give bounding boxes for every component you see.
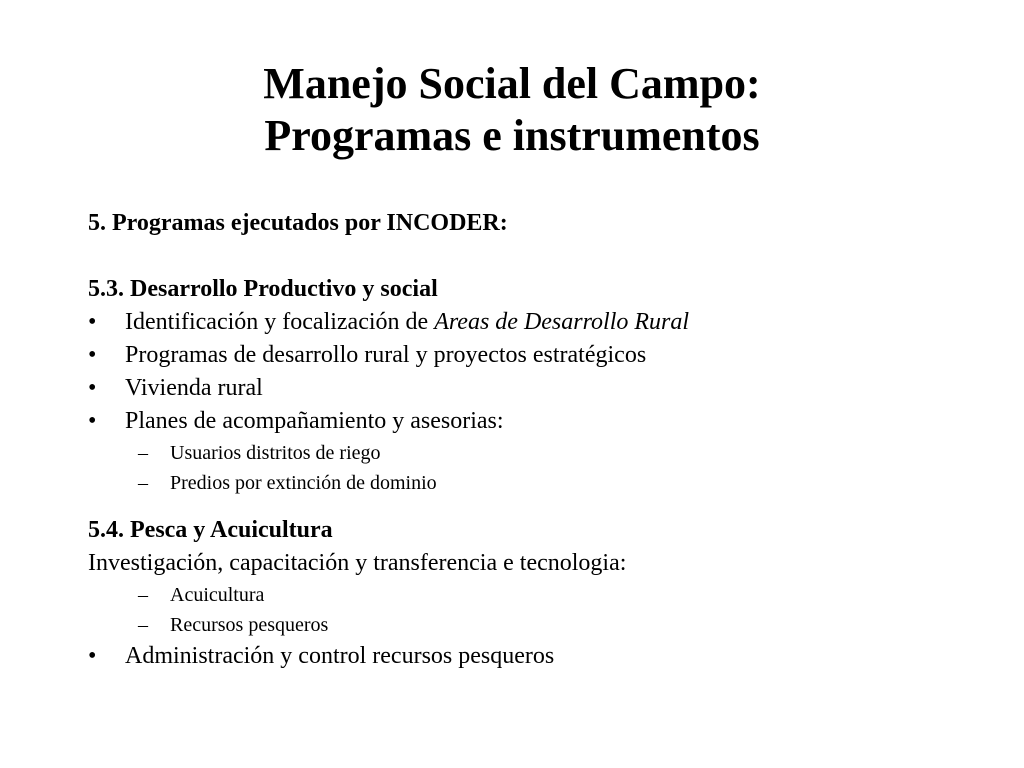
bullet-text: Identificación y focalización de <box>125 309 435 335</box>
spacer <box>88 240 988 273</box>
sub-mark: – <box>138 614 148 636</box>
bullet-item <box>88 339 988 372</box>
bullet-text: Programas de desarrollo rural y proyectos estratégicos <box>125 342 647 368</box>
bullet-item <box>88 640 988 673</box>
bullet-mark: • <box>88 408 97 434</box>
section-5-4-heading: 5.4. Pesca y Acuicultura <box>88 517 333 543</box>
bullet-mark: • <box>88 309 97 335</box>
spacer <box>88 498 988 514</box>
sub-item <box>88 438 988 468</box>
section-5-heading: 5. Programas ejecutados por INCODER: <box>88 210 508 236</box>
bullet-text-italic: Areas de Desarrollo Rural <box>434 309 690 335</box>
sub-mark: – <box>138 442 148 464</box>
bullet-text: Administración y control recursos pesqueros <box>125 643 555 669</box>
bullet-text: Planes de acompañamiento y asesorias: <box>125 408 504 434</box>
bullet-item <box>88 405 988 438</box>
bullet-text: Vivienda rural <box>125 375 263 401</box>
sub-item <box>88 468 988 498</box>
sub-item <box>88 580 988 610</box>
sub-text: Usuarios distritos de riego <box>170 442 381 464</box>
sub-mark: – <box>138 472 148 494</box>
bullet-item <box>88 306 988 339</box>
bullet-mark: • <box>88 375 97 401</box>
sub-text: Recursos pesqueros <box>170 614 329 636</box>
sub-text: Predios por extinción de dominio <box>170 472 437 494</box>
slide-title <box>0 58 1024 162</box>
sub-item <box>88 610 988 640</box>
sub-text: Acuicultura <box>170 584 265 606</box>
sub-mark: – <box>138 584 148 606</box>
section-5-3-heading: 5.3. Desarrollo Productivo y social <box>88 276 438 302</box>
section-5-4-intro: Investigación, capacitación y transferencia e tecnologia: <box>88 550 627 576</box>
bullet-item <box>88 372 988 405</box>
bullet-mark: • <box>88 342 97 368</box>
bullet-mark: • <box>88 643 97 669</box>
title-line-2: Programas e instrumentos <box>264 111 760 160</box>
title-line-1: Manejo Social del Campo: <box>263 59 761 108</box>
slide-body <box>88 207 988 673</box>
